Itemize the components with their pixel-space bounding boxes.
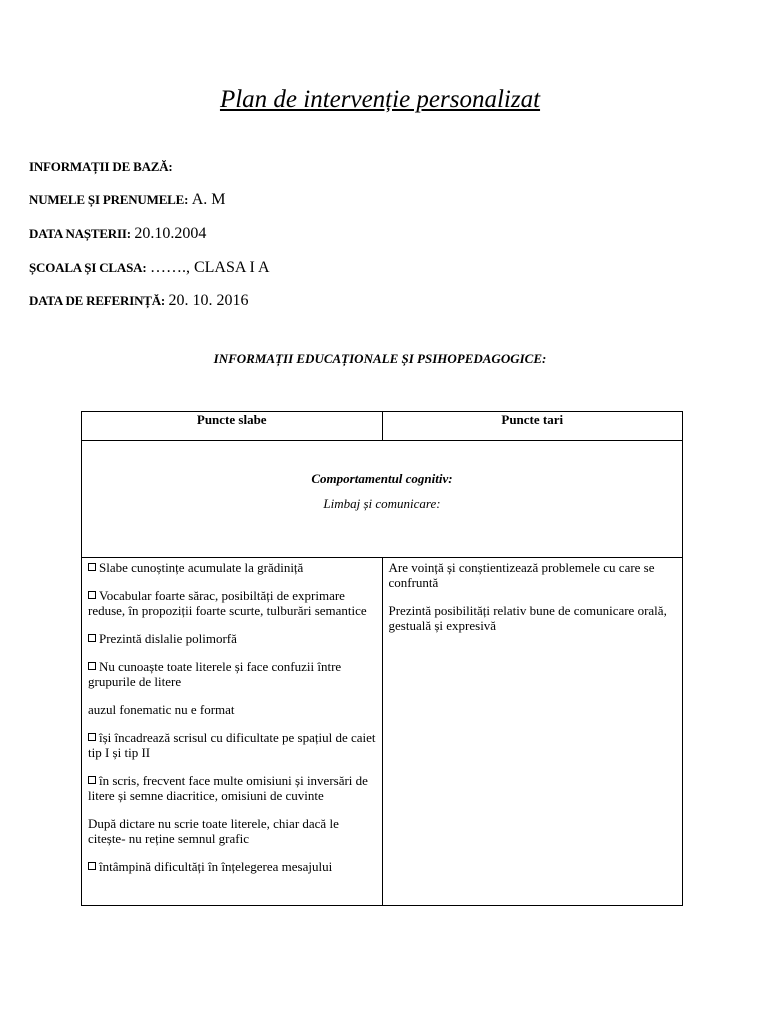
checkbox-bullet-icon [88,776,96,784]
list-item-text: Vocabular foarte sărac, posibiltăți de exprimare reduse, în propoziții foarte scurte, tulburări semantice [88,588,367,618]
list-item [389,603,677,633]
checkbox-bullet-icon [88,662,96,670]
weak-points-list [88,560,376,874]
educational-info-heading: INFORMAȚII EDUCAȚIONALE ȘI PSIHOPEDAGOGICE: [213,351,547,366]
reference-date-line [29,292,249,310]
list-item [88,659,376,689]
school-class-line [29,259,270,277]
section-cell [82,441,683,558]
checkbox-bullet-icon [88,733,96,741]
strong-points-header: Puncte tari [382,412,683,441]
list-item [88,702,376,717]
list-item-text: După dictare nu scrie toate literele, chiar dacă le citește- nu reține semnul grafic [88,816,339,846]
section-subtitle: Limbaj și comunicare: [323,496,441,511]
list-item-text: Nu cunoaște toate literele și face confuzii între grupurile de litere [88,659,342,689]
list-item [88,560,376,575]
list-item-text: Slabe cunoștințe acumulate la grădiniță [99,560,304,575]
list-item [88,730,376,760]
list-item-text: întâmpină dificultăți în înțelegerea mesajului [99,859,333,874]
checkbox-bullet-icon [88,634,96,642]
list-item-text: Prezintă dislalie polimorfă [99,631,237,646]
list-item-text: își încadrează scrisul cu dificultate pe spațiul de caiet tip I și tip II [88,730,376,760]
weak-points-cell [82,558,383,906]
name-line [29,191,226,209]
list-item [88,631,376,646]
list-item [88,859,376,874]
reference-date-label: DATA DE REFERINȚĂ: [29,293,166,308]
page-title: Plan de intervenție personalizat [219,86,541,113]
table-header-row [82,412,683,441]
weak-points-header: Puncte slabe [82,412,383,441]
list-item [88,773,376,803]
name-value: A. M [191,191,226,208]
strong-points-cell [382,558,683,906]
birth-date-line [29,225,206,243]
school-class-value: ……., CLASA I A [149,259,270,276]
list-item-text: Prezintă posibilități relativ bune de comunicare orală, gestuală și expresivă [388,603,667,633]
checkbox-bullet-icon [88,862,96,870]
basic-info-heading [29,159,173,176]
assessment-table [81,411,683,906]
checkbox-bullet-icon [88,563,96,571]
list-item-text: auzul fonematic nu e format [88,702,235,717]
list-item-text: Are voință și conștientizează problemele cu care se confruntă [388,560,655,590]
birth-date-value: 20.10.2004 [134,225,207,242]
list-item [389,560,677,590]
basic-info-label: INFORMAȚII DE BAZĂ: [29,159,173,174]
name-label: NUMELE ȘI PRENUMELE: [29,192,189,207]
list-item-text: în scris, frecvent face multe omisiuni și inversări de litere și semne diacritice, omisiuni de cuvinte [88,773,368,803]
school-class-label: ȘCOALA ȘI CLASA: [29,260,147,275]
section-row [82,441,683,558]
table-row [82,558,683,906]
reference-date-value: 20. 10. 2016 [168,292,249,309]
checkbox-bullet-icon [88,591,96,599]
list-item [88,816,376,846]
strong-points-list [389,560,677,633]
list-item [88,588,376,618]
section-title: Comportamentul cognitiv: [311,471,453,486]
birth-date-label: DATA NAȘTERII: [29,226,131,241]
